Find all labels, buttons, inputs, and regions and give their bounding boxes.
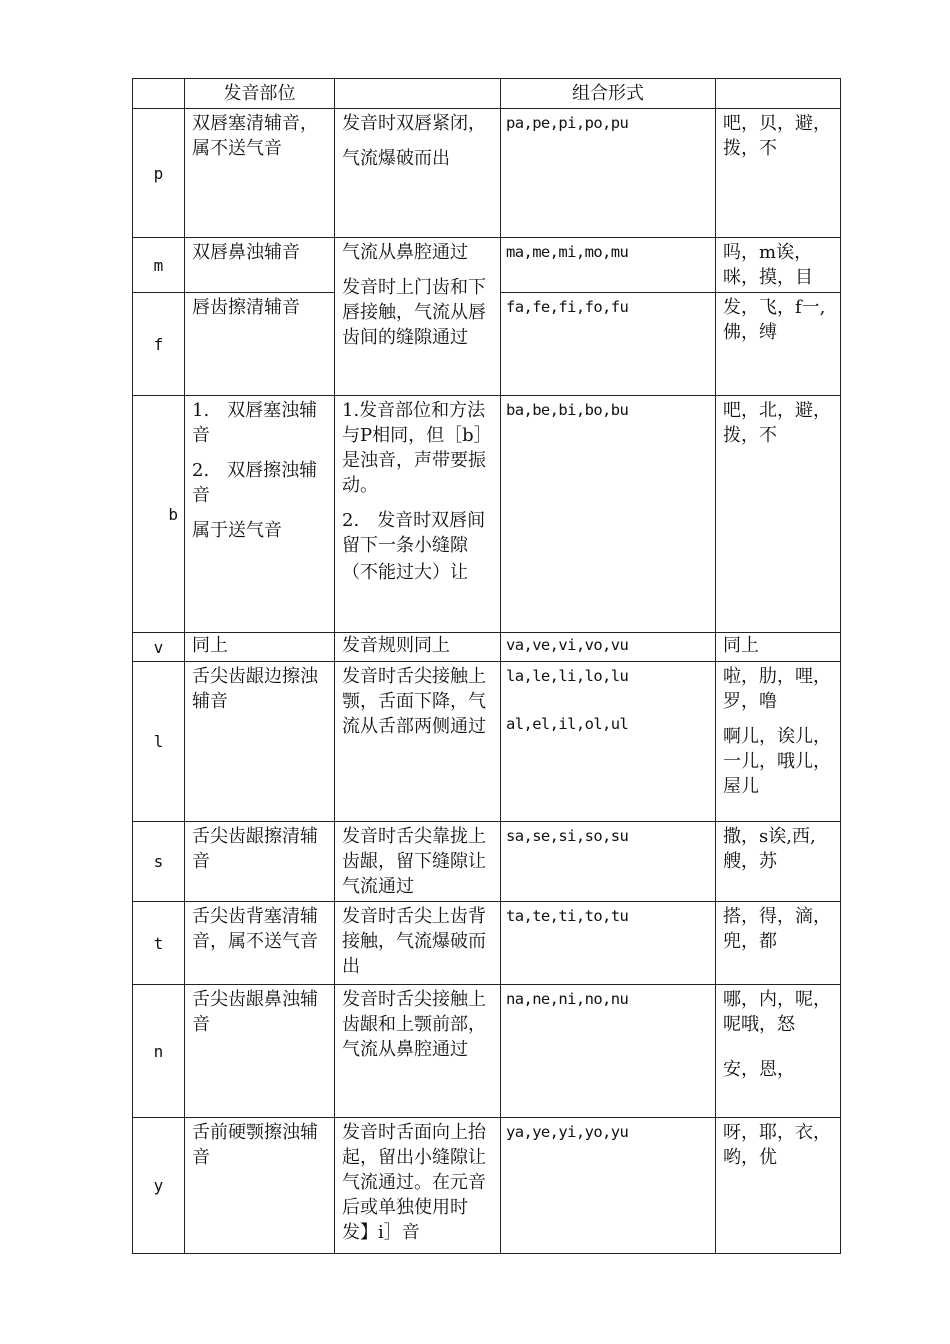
combos-cell — [501, 396, 716, 633]
combos-text: ma,me,mi,mo,mu — [506, 243, 629, 261]
table-row — [133, 902, 841, 985]
place-text: 1. 双唇塞浊辅音 — [192, 400, 318, 446]
place-text: 舌尖齿龈边擦浊辅音 — [192, 666, 318, 712]
combos-text: ba,be,bi,bo,bu — [506, 401, 629, 419]
place-cell — [185, 902, 335, 985]
combos-text: ta,te,ti,to,tu — [506, 907, 629, 925]
method-cell — [335, 238, 501, 396]
consonant-letter: f — [133, 293, 185, 396]
place-text: 属于送气音 — [192, 520, 282, 541]
consonant-letter: s — [133, 822, 185, 902]
combos-cell — [501, 902, 716, 985]
table-row — [133, 662, 841, 822]
combos-text: va,ve,vi,vo,vu — [506, 636, 629, 654]
consonant-letter: b — [133, 396, 185, 633]
consonant-letter: p — [133, 109, 185, 238]
consonant-letter: v — [133, 633, 185, 662]
combos-text: la,le,li,lo,lu — [506, 667, 629, 685]
combos-cell — [501, 1118, 716, 1254]
header-row — [133, 79, 841, 109]
examples-text: 安，恩， — [723, 1059, 795, 1080]
method-cell — [335, 985, 501, 1118]
method-text: 发音规则同上 — [342, 635, 450, 656]
method-cell — [335, 109, 501, 238]
examples-text: 发，飞，f一,佛，缚 — [723, 297, 826, 343]
consonant-letter: y — [133, 1118, 185, 1254]
examples-cell — [716, 293, 841, 396]
method-text: 发音时上门齿和下唇接触，气流从唇齿间的缝隙通过 — [342, 277, 486, 348]
method-text: 发音时舌尖上齿背接触，气流爆破而出 — [342, 906, 486, 977]
header-cell-place: 发音部位 — [185, 79, 335, 109]
method-text: 发音时舌尖靠拢上齿龈，留下缝隙让气流通过 — [342, 826, 486, 897]
table-row — [133, 985, 841, 1118]
combos-cell — [501, 293, 716, 396]
place-text: 舌尖齿龈鼻浊辅音 — [192, 989, 318, 1035]
examples-cell — [716, 902, 841, 985]
examples-cell — [716, 396, 841, 633]
combos-text: sa,se,si,so,su — [506, 827, 629, 845]
table-row — [133, 396, 841, 633]
examples-text: 哪，内，呢，呢哦，怒 — [723, 989, 831, 1035]
examples-cell — [716, 238, 841, 293]
table-row — [133, 822, 841, 902]
combos-text: pa,pe,pi,po,pu — [506, 114, 629, 132]
method-text: 发音时舌尖接触上齿龈和上颚前部，气流从鼻腔通过 — [342, 989, 486, 1060]
combos-text: fa,fe,fi,fo,fu — [506, 298, 629, 316]
place-cell — [185, 1118, 335, 1254]
combos-text: ya,ye,yi,yo,yu — [506, 1123, 629, 1141]
examples-text: 搭，得，滴，兜，都 — [723, 906, 831, 952]
place-text: 同上 — [192, 635, 228, 656]
header-cell-method — [335, 79, 501, 109]
combos-text: al,el,il,ol,ul — [506, 715, 629, 733]
examples-cell — [716, 662, 841, 822]
consonant-letter: t — [133, 902, 185, 985]
place-cell — [185, 293, 335, 396]
examples-text: 吗，m诶，咪，摸，目 — [723, 242, 813, 288]
method-text: 2. 发音时双唇间留下一条小缝隙 — [342, 510, 486, 556]
consonant-letter: n — [133, 985, 185, 1118]
examples-text: 呀，耶，衣，哟，优 — [723, 1122, 831, 1168]
table-row — [133, 633, 841, 662]
place-text: 2. 双唇擦浊辅音 — [192, 460, 318, 506]
combos-cell — [501, 238, 716, 293]
place-text: 舌尖齿背塞清辅音，属不送气音 — [192, 906, 318, 952]
method-cell — [335, 662, 501, 822]
method-cell — [335, 633, 501, 662]
place-cell — [185, 238, 335, 293]
header-cell-letter — [133, 79, 185, 109]
examples-cell — [716, 633, 841, 662]
combos-cell — [501, 633, 716, 662]
method-text: 1.发音部位和方法与P相同，但［b］是浊音，声带要振动。 — [342, 400, 492, 496]
combos-text: na,ne,ni,no,nu — [506, 990, 629, 1008]
examples-text: 吧，北，避，拨，不 — [723, 400, 831, 446]
consonant-letter: m — [133, 238, 185, 293]
method-text: 发音时舌面向上抬起，留出小缝隙让气流通过。在元音后或单独使用时发】i］音 — [342, 1122, 486, 1243]
phonetics-table — [132, 78, 841, 1254]
combos-cell — [501, 109, 716, 238]
method-cell — [335, 822, 501, 902]
method-cell — [335, 1118, 501, 1254]
examples-cell — [716, 985, 841, 1118]
place-cell — [185, 396, 335, 633]
table-row — [133, 1118, 841, 1254]
table-row — [133, 238, 841, 293]
examples-cell — [716, 822, 841, 902]
method-text: 气流从鼻腔通过 — [342, 242, 468, 263]
place-cell — [185, 985, 335, 1118]
examples-text: 啊儿，诶儿，一儿，哦儿，屋儿 — [723, 726, 831, 797]
place-cell — [185, 662, 335, 822]
place-cell — [185, 633, 335, 662]
place-text: 双唇塞清辅音，属不送气音 — [192, 113, 318, 159]
place-text: 双唇鼻浊辅音 — [192, 242, 300, 263]
place-text: 舌前硬颚擦浊辅音 — [192, 1122, 318, 1168]
place-cell — [185, 822, 335, 902]
method-text: 发音时双唇紧闭， — [342, 113, 486, 134]
examples-text: 吧，贝，避，拨，不 — [723, 113, 831, 159]
method-text: （不能过大）让 — [342, 562, 468, 583]
header-cell-combos: 组合形式 — [501, 79, 716, 109]
method-cell — [335, 902, 501, 985]
examples-cell — [716, 109, 841, 238]
place-cell — [185, 109, 335, 238]
place-text: 舌尖齿龈擦清辅音 — [192, 826, 318, 872]
combos-cell — [501, 822, 716, 902]
method-cell — [335, 396, 501, 633]
consonant-letter: l — [133, 662, 185, 822]
combos-cell — [501, 985, 716, 1118]
examples-text: 同上 — [723, 635, 759, 656]
header-cell-examples — [716, 79, 841, 109]
place-text: 唇齿擦清辅音 — [192, 297, 300, 318]
examples-text: 啦，肋，哩，罗，噜 — [723, 666, 831, 712]
combos-cell — [501, 662, 716, 822]
examples-cell — [716, 1118, 841, 1254]
examples-text: 撒，s诶,西,艘，苏 — [723, 826, 816, 872]
table-row — [133, 109, 841, 238]
method-text: 发音时舌尖接触上颚，舌面下降，气流从舌部两侧通过 — [342, 666, 486, 737]
method-text: 气流爆破而出 — [342, 148, 450, 169]
